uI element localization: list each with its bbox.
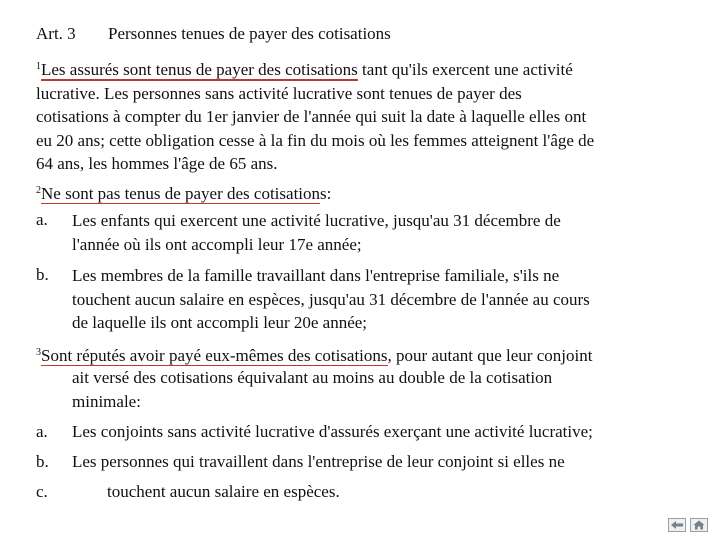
back-arrow-icon <box>670 520 684 530</box>
paragraph-3-continuation <box>72 366 552 413</box>
paragraph-1-line-1-rest: tant qu'ils exercent une activité <box>357 60 573 79</box>
slide-navigation <box>668 518 708 532</box>
list-item-line: de laquelle ils ont accompli leur 20e année; <box>72 313 368 332</box>
list-item-marker: a. <box>36 422 48 441</box>
paragraph-2-intro-rest: s: <box>320 184 332 203</box>
list-item-line: Les membres de la famille travaillant dans l'entreprise familiale, s'ils ne <box>72 266 560 285</box>
list-item-line: Les enfants qui exercent une activité lucrative, jusqu'au 31 décembre de <box>72 211 561 230</box>
home-button[interactable] <box>690 518 708 532</box>
list-item-marker: b. <box>36 265 49 284</box>
paragraph-1-line-3: cotisations à compter du 1er janvier de l'année qui suit la date à laquelle elles ont <box>36 107 587 126</box>
paragraph-3-underlined-text: Sont réputés avoir payé eux-mêmes des cotisations <box>41 346 388 365</box>
list-item: Les conjoints sans activité lucrative d'assurés exerçant une activité lucrative; <box>72 422 593 441</box>
list-item <box>72 264 590 335</box>
paragraph-3-line-3: minimale: <box>72 391 141 411</box>
list-item <box>72 209 561 256</box>
paragraph-3-line-1-rest: , pour autant que leur conjoint <box>387 346 593 365</box>
home-icon <box>693 520 705 530</box>
paragraph-1-sup: 1 <box>36 61 41 72</box>
article-title: Personnes tenues de payer des cotisations <box>108 24 391 43</box>
paragraph-1 <box>36 55 696 176</box>
list-item-marker: b. <box>36 452 49 471</box>
paragraph-1-line-1 <box>36 55 696 82</box>
list-item: touchent aucun salaire en espèces. <box>107 482 340 501</box>
paragraph-1-line-5: 64 ans, les hommes l'âge de 65 ans. <box>36 154 278 173</box>
paragraph-2-underlined-text: Ne sont pas tenus de payer des cotisation <box>41 184 321 203</box>
list-item: Les personnes qui travaillent dans l'entreprise de leur conjoint si elles ne <box>72 452 565 471</box>
paragraph-2-sup: 2 <box>36 185 41 196</box>
list-item-line: touchent aucun salaire en espèces, jusqu'au 31 décembre de l'année au cours <box>72 289 590 309</box>
list-item-line: l'année où ils ont accompli leur 17e année; <box>72 234 362 254</box>
paragraph-1-underlined-text: Les assurés sont tenus de payer des cotisations <box>41 58 358 82</box>
back-button[interactable] <box>668 518 686 532</box>
paragraph-3-line-2: ait versé des cotisations équivalant au moins au double de la cotisation <box>72 368 553 387</box>
paragraph-3-sup: 3 <box>36 347 41 358</box>
paragraph-1-line-2: lucrative. Les personnes sans activité lucrative sont tenues de payer des <box>36 83 522 103</box>
list-item-marker: a. <box>36 210 48 229</box>
article-number: Art. 3 <box>36 24 76 43</box>
paragraph-2-intro <box>36 180 331 205</box>
paragraph-3-line-1 <box>36 342 592 367</box>
paragraph-1-line-4: eu 20 ans; cette obligation cesse à la fin du mois où les femmes atteignent l'âge de <box>36 130 595 150</box>
list-item-marker: c. <box>36 482 48 501</box>
